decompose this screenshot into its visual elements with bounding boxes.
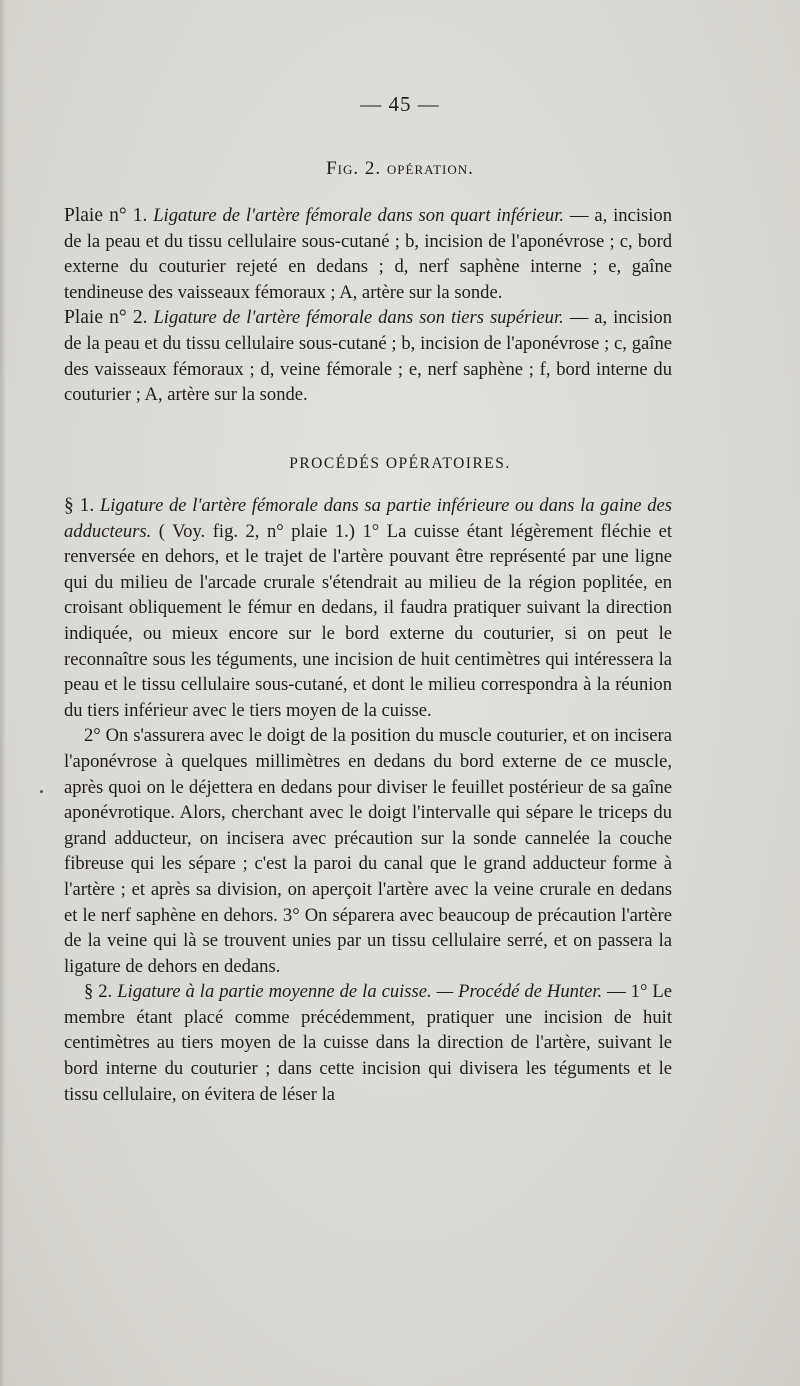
plaie-2-text: — a, incision de la peau et du tissu cellulaire sous-cutané ; b, incision de l'aponévrose ; c, gaîne des vaisseaux fémoraux ; d, veine fémorale ; e, nerf saphène ; f, bord interne du couturier ; A, artère sur la sonde.	[64, 307, 673, 406]
section-2-paragraph	[64, 979, 672, 1107]
plaie-2-lead: Plaie n° 2.	[64, 307, 148, 329]
section-1-title: Ligature de l'artère fémorale dans sa partie inférieure ou dans la gaine des adducteurs.	[64, 495, 672, 542]
page-edge	[0, 0, 6, 1386]
figure-title: Fig. 2. opération.	[326, 158, 474, 179]
margin-dot	[40, 790, 43, 793]
section-2-lead: § 2.	[84, 981, 113, 1003]
plaie-1-lead: Plaie n° 1.	[64, 205, 148, 226]
plaie-2-title: Ligature de l'artère fémorale dans son tiers supérieur.	[153, 307, 564, 329]
page-number: — 45 —	[360, 92, 440, 116]
section-1-lead: § 1.	[64, 495, 95, 516]
procedures-body	[64, 493, 672, 1107]
section-2-text: — 1° Le membre étant placé comme précédemment, pratiquer une incision de huit centimètres au tiers moyen de la cuisse dans la direction de l'artère, suivant le bord interne du couturier ; dans cette incision qui divisera les téguments et le tissu cellulaire, on évitera de léser la	[64, 981, 672, 1105]
section-2-title: Ligature à la partie moyenne de la cuisse. — Procédé de Hunter.	[117, 981, 603, 1003]
section-1-paragraph	[64, 493, 672, 723]
plaie-2-paragraph	[64, 305, 672, 407]
procedures-heading: PROCÉDÉS OPÉRATOIRES.	[289, 455, 511, 472]
plaie-1-title: Ligature de l'artère fémorale dans son quart inférieur.	[153, 205, 565, 226]
plaie-1-text: — a, incision de la peau et du tissu cellulaire sous-cutané ; b, incision de l'aponévrose ; c, bord externe du couturier rejeté en dedans ; d, nerf saphène interne ; e, gaîne tendineuse des vaisseaux fémoraux ; A, artère sur la sonde.	[64, 205, 672, 303]
plaie-1-paragraph	[64, 203, 672, 305]
section-1-paragraph-2: 2° On s'assurera avec le doigt de la position du muscle couturier, et on incisera l'aponévrose à quelques millimètres en dedans du bord externe de ce muscle, après quoi on le déjettera en dedans pour diviser le feuillet postérieur de sa gaîne aponévrotique. Alors, cherchant avec le doigt l'intervalle qui sépare le triceps du grand adducteur, on incisera avec précaution sur la sonde cannelée la couche fibreuse qui les sépare ; c'est la paroi du canal que le grand adducteur forme à l'artère ; et après sa division, on aperçoit l'artère avec la veine crurale en dedans et le nerf saphène en dehors. 3° On séparera avec beaucoup de précaution l'artère de la veine qui là se trouvent unies par un tissu cellulaire serré, et on passera la ligature de dehors en dedans.	[64, 725, 672, 977]
section-1-text: ( Voy. fig. 2, n° plaie 1.) 1° La cuisse étant légèrement fléchie et renversée en dehors, et le trajet de l'artère pouvant être représenté par une ligne qui du milieu de l'arcade crurale s'étendrait au milieu de la région poplitée, en croisant obliquement le fémur en dedans, il faudra pratiquer suivant la direction indiquée, ou mieux encore sur le bord externe du couturier, si on peut le reconnaître sous les téguments, une incision de huit centimètres qui intéressera la peau et le tissu cellulaire sous-cutané, et dont le milieu correspondra à la réunion du tiers inférieur avec le tiers moyen de la cuisse.	[64, 520, 672, 721]
figure-legend	[64, 203, 672, 408]
